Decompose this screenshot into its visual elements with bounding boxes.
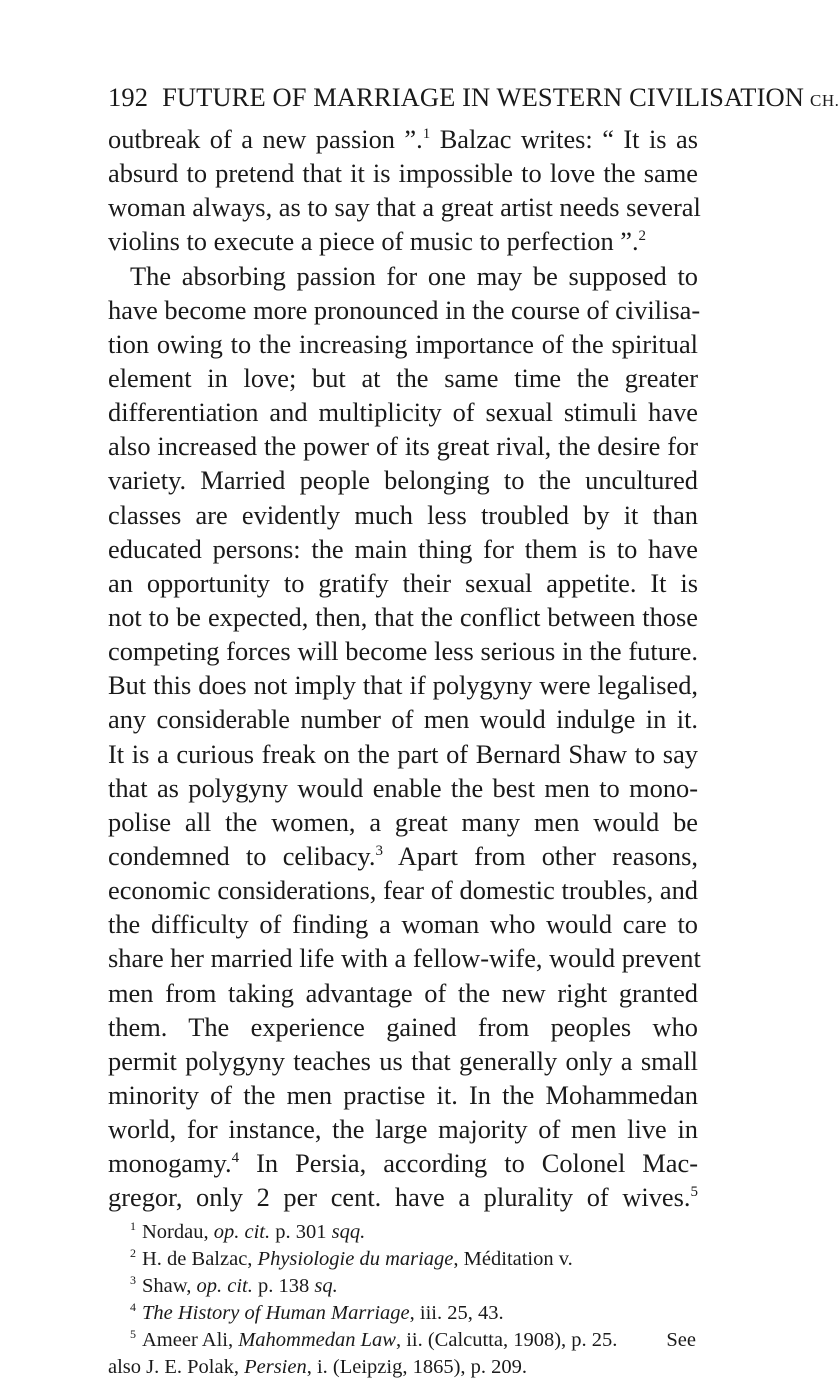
text-line: any considerable number of men would indulge in it. — [108, 704, 698, 735]
text-line: absurd to pretend that it is impossible to love the same — [108, 158, 698, 189]
text-line: tion owing to the increasing importance of the spiritual — [108, 328, 698, 359]
running-head — [108, 82, 839, 116]
text-line: them. The experience gained from peoples who — [108, 1011, 698, 1042]
text-line: monogamy.$^4$ In Persia, according to Colonel Mac- — [108, 1148, 698, 1179]
text-line: It is a curious freak on the part of Bernard Shaw to say — [108, 738, 698, 769]
footnote-3: $^3$ Shaw, op. cit. p. 138 sq. — [130, 1272, 338, 1297]
footnote-5: $^5$ Ameer Ali, Mahommedan Law, ii. (Calcutta, 1908), p. 25. See — [130, 1327, 696, 1352]
text-line: that as polygyny would enable the best men to mono- — [108, 772, 698, 803]
text-line: polise all the women, a great many men would be — [108, 806, 698, 837]
text-line: classes are evidently much less troubled by it than — [108, 499, 698, 530]
footnote-1: $^1$ Nordau, op. cit. p. 301 sqq. — [130, 1218, 366, 1243]
text-line: an opportunity to gratify their sexual appetite. It is — [108, 567, 698, 598]
footnotes — [108, 1219, 698, 1382]
text-line: the difficulty of finding a woman who would care to — [108, 909, 698, 940]
chapter-abbreviation: CH. — [809, 91, 839, 110]
body-text — [108, 122, 701, 1215]
footnote-4: $^4$ The History of Human Marriage, iii. 25, 43. — [130, 1300, 504, 1325]
text-line: variety. Married people belonging to the uncultured — [108, 465, 698, 496]
footnote-2: $^2$ H. de Balzac, Physiologie du mariage, Méditation v. — [130, 1245, 573, 1270]
text-line: not to be expected, then, that the conflict between those — [108, 601, 698, 632]
text-line: have become more pronounced in the course of civilisa- — [108, 294, 701, 325]
running-title: FUTURE OF MARRIAGE IN WESTERN CIVILISATION — [162, 82, 804, 112]
text-line: also increased the power of its great rival, the desire for — [108, 431, 698, 462]
text-line: But this does not imply that if polygyny were legalised, — [108, 670, 698, 701]
book-page — [108, 82, 839, 1382]
text-line: permit polygyny teaches us that generally only a small — [108, 1045, 698, 1076]
text-line: differentiation and multiplicity of sexual stimuli have — [108, 397, 698, 428]
text-line: share her married life with a fellow-wife, would prevent — [108, 943, 701, 974]
page-number: 192 — [108, 82, 149, 112]
footnote-5-continuation: also J. E. Polak, Persien, i. (Leipzig, 1865), p. 209. — [108, 1356, 528, 1379]
text-line: minority of the men practise it. In the Mohammedan — [108, 1079, 698, 1110]
text-line: woman always, as to say that a great artist needs several — [108, 192, 701, 223]
text-line: violins to execute a piece of music to perfection ”.$^2$ — [108, 226, 647, 257]
text-line: outbreak of a new passion ”.$^1$ Balzac writes: “ It is as — [108, 124, 698, 154]
text-line: condemned to celibacy.$^3$ Apart from other reasons, — [108, 840, 698, 871]
text-line: element in love; but at the same time the greater — [108, 362, 698, 393]
text-line: world, for instance, the large majority of men live in — [108, 1114, 698, 1145]
text-line: men from taking advantage of the new right granted — [108, 977, 698, 1008]
text-line: competing forces will become less serious in the future. — [108, 636, 698, 667]
text-line: educated persons: the main thing for them is to have — [108, 533, 698, 564]
text-line: economic considerations, fear of domestic troubles, and — [108, 875, 698, 906]
text-line: gregor, only 2 per cent. have a plurality of wives.$^5$ — [108, 1182, 698, 1213]
text-line: The absorbing passion for one may be supposed to — [130, 260, 698, 291]
